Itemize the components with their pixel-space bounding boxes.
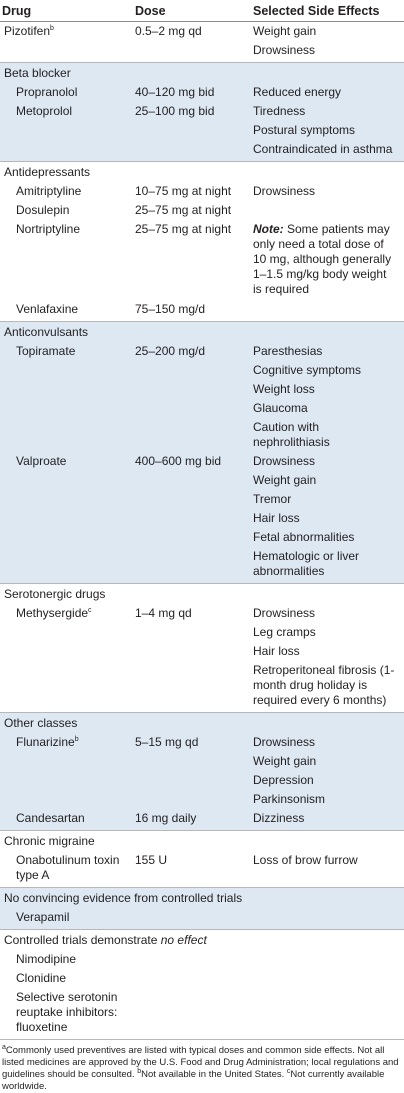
table-row bbox=[0, 342, 404, 452]
side-effect: Hair loss bbox=[253, 511, 300, 525]
table-row bbox=[0, 733, 404, 809]
group-heading: Controlled trials demonstrate no effect bbox=[4, 933, 207, 947]
table-row bbox=[0, 809, 404, 828]
side-effect: Drowsiness bbox=[253, 735, 316, 749]
side-effect: Retroperitoneal fibrosis (1-month drug holiday is required every 6 months) bbox=[253, 663, 395, 707]
section-other-classes bbox=[0, 713, 404, 831]
drug-name: Candesartan bbox=[16, 811, 85, 825]
group-heading: Chronic migraine bbox=[4, 834, 95, 848]
dose: 25–75 mg at night bbox=[135, 203, 232, 217]
table-row bbox=[0, 969, 404, 988]
footnote-marker: b bbox=[50, 25, 54, 32]
table-row bbox=[0, 182, 404, 201]
side-effect: Hair loss bbox=[253, 644, 300, 658]
side-effect: Drowsiness bbox=[253, 184, 316, 198]
drug-name: Topiramate bbox=[16, 344, 76, 358]
side-effect: Weight gain bbox=[253, 754, 317, 768]
dosing-note bbox=[253, 220, 404, 300]
table-row bbox=[0, 201, 404, 220]
dose: 400–600 mg bid bbox=[135, 454, 222, 468]
side-effect: Parkinsonism bbox=[253, 792, 326, 806]
dose: 0.5–2 mg qd bbox=[135, 24, 202, 38]
group-heading: Serotonergic drugs bbox=[4, 587, 106, 601]
side-effect: Reduced energy bbox=[253, 85, 342, 99]
side-effect: Paresthesias bbox=[253, 344, 323, 358]
dose: 25–75 mg at night bbox=[135, 222, 232, 236]
side-effect: Cognitive symptoms bbox=[253, 363, 362, 377]
side-effect: Drowsiness bbox=[253, 454, 316, 468]
group-heading: Antidepressants bbox=[4, 165, 91, 179]
group-heading: Other classes bbox=[4, 716, 78, 730]
note-text: Some patients may only need a total dose of 10 mg, although generally 1–1.5 mg/kg body weight is required bbox=[253, 222, 392, 296]
table-row bbox=[0, 604, 404, 710]
table-row bbox=[0, 83, 404, 102]
side-effect: Drowsiness bbox=[253, 606, 316, 620]
drug-name: Verapamil bbox=[16, 910, 70, 924]
drug-name: Flunarizine bbox=[16, 735, 75, 749]
drug-name: Metoprolol bbox=[16, 104, 73, 118]
dose: 155 U bbox=[135, 853, 168, 867]
section-pizotifen bbox=[0, 22, 404, 63]
section-no-effect bbox=[0, 930, 404, 1040]
section-chronic-migraine bbox=[0, 831, 404, 888]
group-heading: Anticonvulsants bbox=[4, 325, 89, 339]
drug-name: Selective serotonin reuptake inhibitors: fluoxetine bbox=[16, 990, 118, 1034]
table-row bbox=[0, 300, 404, 319]
table-row bbox=[0, 851, 404, 885]
side-effect: Loss of brow furrow bbox=[253, 853, 358, 867]
footnote-marker: c bbox=[88, 607, 92, 614]
drug-name: Onabotulinum toxin type A bbox=[16, 853, 120, 882]
side-effect: Weight gain bbox=[253, 473, 317, 487]
group-heading: Beta blocker bbox=[4, 66, 71, 80]
side-effect: Leg cramps bbox=[253, 625, 316, 639]
dose: 75–150 mg/d bbox=[135, 302, 206, 316]
dose: 25–200 mg/d bbox=[135, 344, 206, 358]
dose: 16 mg daily bbox=[135, 811, 197, 825]
drug-name: Valproate bbox=[16, 454, 67, 468]
side-effect: Contraindicated in asthma bbox=[253, 142, 393, 156]
dose: 10–75 mg at night bbox=[135, 184, 232, 198]
side-effect: Glaucoma bbox=[253, 401, 308, 415]
dose: 1–4 mg qd bbox=[135, 606, 192, 620]
table-row bbox=[0, 220, 404, 300]
table-row bbox=[0, 950, 404, 969]
table-footnote: $^a$Commonly used preventives are listed with typical doses and common side effects. Not all listed medicines are approved by the U.S. Food and Drug Administration; local regulations and guidelines should be consulted. $^b$Not available in the United States. $^c$Not currently available worldwide. bbox=[2, 1043, 399, 1092]
header-effects: Selected Side Effects bbox=[253, 3, 380, 18]
section-anticonvulsants bbox=[0, 322, 404, 584]
table-row bbox=[0, 22, 404, 60]
drug-name: Clonidine bbox=[16, 971, 67, 985]
table-row bbox=[0, 988, 404, 1037]
drug-name: Venlafaxine bbox=[16, 302, 79, 316]
dose: 5–15 mg qd bbox=[135, 735, 199, 749]
side-effect: Caution with nephrolithiasis bbox=[253, 420, 330, 449]
dose: 25–100 mg bid bbox=[135, 104, 215, 118]
side-effect: Postural symptoms bbox=[253, 123, 356, 137]
dose: 40–120 mg bid bbox=[135, 85, 215, 99]
drug-name: Nimodipine bbox=[16, 952, 77, 966]
section-antidepressants bbox=[0, 162, 404, 322]
drug-name: Methysergide bbox=[16, 606, 89, 620]
side-effect: Hematologic or liver abnormalities bbox=[253, 549, 360, 578]
table-row bbox=[0, 102, 404, 159]
drug-name: Propranolol bbox=[16, 85, 78, 99]
side-effect: Weight loss bbox=[253, 382, 315, 396]
drug-name: Nortriptyline bbox=[16, 222, 81, 236]
table-row bbox=[0, 908, 404, 927]
side-effect: Tiredness bbox=[253, 104, 306, 118]
note-label: Note: bbox=[253, 222, 284, 236]
drug-name: Dosulepin bbox=[16, 203, 70, 217]
drug-name: Amitriptyline bbox=[16, 184, 82, 198]
side-effect: Fetal abnormalities bbox=[253, 530, 355, 544]
table-header bbox=[0, 0, 404, 22]
side-effect: Tremor bbox=[253, 492, 292, 506]
drug-name: Pizotifen bbox=[4, 24, 51, 38]
group-heading: No convincing evidence from controlled trials bbox=[4, 891, 243, 905]
side-effect: Dizziness bbox=[253, 811, 305, 825]
side-effect: Drowsiness bbox=[253, 43, 316, 57]
header-dose: Dose bbox=[135, 3, 166, 18]
section-beta-blocker bbox=[0, 63, 404, 162]
side-effect: Weight gain bbox=[253, 24, 317, 38]
section-serotonergic bbox=[0, 584, 404, 713]
side-effect: Depression bbox=[253, 773, 314, 787]
header-drug: Drug bbox=[2, 3, 32, 18]
section-no-evidence bbox=[0, 888, 404, 930]
table-row bbox=[0, 452, 404, 581]
footnote-marker: b bbox=[74, 736, 79, 743]
